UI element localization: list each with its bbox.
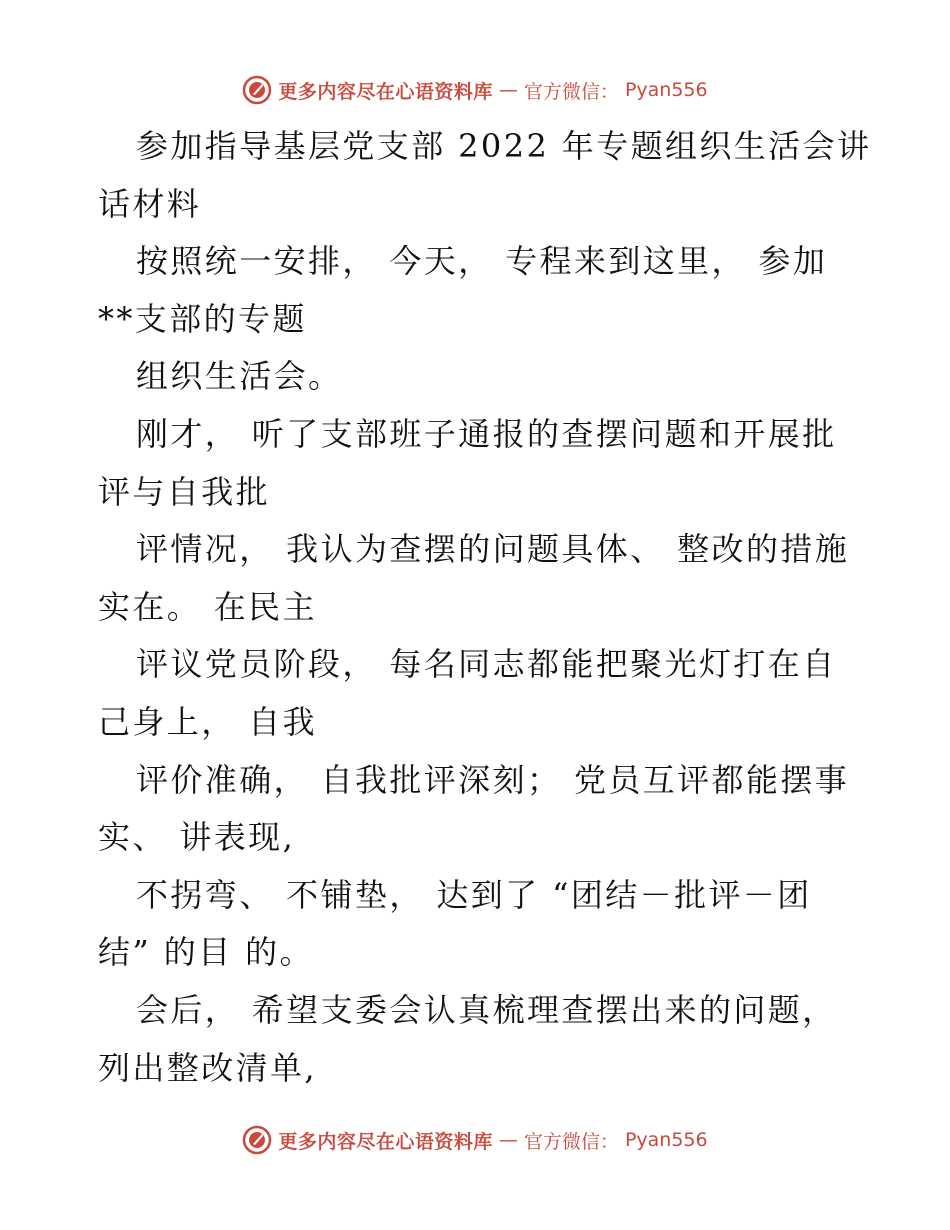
watermark-wechat-id: Pyan556 xyxy=(624,79,708,101)
text-line: 评议党员阶段， 每名同志都能把聚光灯打在自 xyxy=(136,645,837,684)
footer-watermark xyxy=(0,1120,950,1160)
text-line: 列出整改清单, xyxy=(98,1048,317,1087)
watermark-suffix: 官方微信： xyxy=(523,1130,619,1153)
text-line: 评情况， 我认为查摆的问题具体、 整改的措施 xyxy=(136,530,850,569)
quill-seal-logo-icon xyxy=(242,75,272,105)
watermark-wechat-id: Pyan556 xyxy=(624,1129,708,1151)
text-line: 评价准确， 自我批评深刻； 党员互评都能摆事 xyxy=(136,760,850,799)
text-line: 己身上， 自我 xyxy=(98,702,317,741)
text-line: 组织生活会。 xyxy=(136,357,343,396)
watermark-dash: — xyxy=(498,1129,518,1151)
header-watermark xyxy=(0,70,950,110)
watermark-suffix: 官方微信： xyxy=(523,80,619,103)
watermark-text: 更多内容尽在心语资料库 xyxy=(278,1130,493,1153)
text-line: 参加指导基层党支部 2022 年专题组织生活会讲 xyxy=(136,127,872,165)
text-line: 实在。 在民主 xyxy=(98,587,317,626)
text-line: 评与自我批 xyxy=(98,472,271,511)
quill-seal-logo-icon xyxy=(242,1125,272,1155)
text-line: 结” 的目 的。 xyxy=(98,933,314,972)
text-line: 刚才， 听了支部班子通报的查摆问题和开展批 xyxy=(136,414,837,453)
text-line: 实、 讲表现, xyxy=(98,818,296,857)
text-line: 按照统一安排， 今天， 专程来到这里， 参加 xyxy=(136,242,828,281)
document-body xyxy=(98,118,872,1097)
watermark-dash: — xyxy=(498,79,518,101)
text-line: 不拐弯、 不铺垫， 达到了 “团结－批评－团 xyxy=(136,875,812,914)
text-line: **支部的专题 xyxy=(98,299,307,338)
watermark-text: 更多内容尽在心语资料库 xyxy=(278,80,493,103)
text-line: 话材料 xyxy=(98,184,202,223)
text-line: 会后， 希望支委会认真梳理查摆出来的问题， xyxy=(136,990,837,1029)
